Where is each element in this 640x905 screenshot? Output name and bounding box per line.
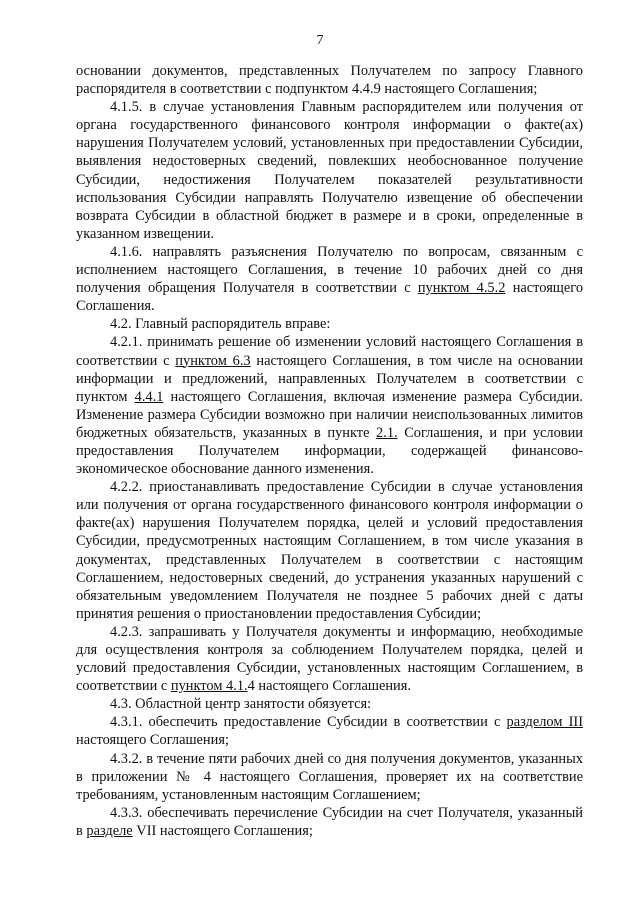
paragraph-text: настоящего Соглашения;	[76, 732, 229, 749]
paragraph-text: 4.1.5. в случае установления Главным распорядителем или получения от органа государственного финансового контроля информации о факте(ах) нарушения Получателем условий, установленных при предоставлении Субсидии, выявления недостоверных сведений, повлекших необоснованное получение Субсидии, недостижения Получателем показателей результативности использования Субсидии направлять Получателю извещение об обеспечении возврата Субсидии в областной бюджет в размере и в сроки, определенные в указанном извещении.	[76, 99, 583, 242]
cross-reference-link[interactable]: пунктом 6.3	[175, 352, 251, 369]
paragraph	[76, 98, 583, 243]
paragraph	[76, 62, 583, 98]
paragraph-text: 4.2. Главный распорядитель вправе:	[110, 316, 331, 333]
paragraph-text: 4.2.3. запрашивать у Получателя документы и информацию, необходимые для осуществления контроля за соблюдением Получателем порядка, целей и условий предоставления Субсидии, установленных настоящим Соглашением, в соответствии с	[76, 623, 583, 695]
paragraph-text: 4.3.2. в течение пяти рабочих дней со дня получения документов, указанных в приложении № 4 настоящего Соглашения, проверяет их на соответствие требованиям, установленным настоящим Соглашением;	[76, 750, 583, 803]
paragraph	[76, 695, 583, 713]
paragraph-text: настоящего Соглашения, включая изменение размера Субсидии. Изменение размера Субсидии возможно при наличии неиспользованных лимитов бюджетных обязательств, указанных в пункте	[76, 388, 583, 441]
paragraph	[76, 243, 583, 315]
page-number: 7	[316, 33, 324, 48]
paragraph	[76, 804, 583, 840]
paragraph-text: 4.3.1. обеспечить предоставление Субсидии в соответствии с	[110, 714, 507, 731]
paragraph-text: 4.2.1. принимать решение об изменении условий настоящего Соглашения в соответствии с	[76, 334, 583, 369]
paragraph-text: 4 настоящего Соглашения.	[247, 678, 411, 695]
cross-reference-link[interactable]: разделе	[86, 822, 133, 839]
paragraph	[76, 315, 583, 333]
paragraph-text: настоящего Соглашения, в том числе на основании информации и предложений, направленных Получателем в соответствии с пунктом	[76, 352, 583, 405]
agreement-body-text	[76, 62, 583, 840]
paragraph-text: Соглашения, и при условии предоставления Получателем информации, содержащей финансово-экономическое обоснование данного изменения.	[76, 424, 583, 478]
cross-reference-link[interactable]: разделом III	[506, 714, 583, 731]
paragraph	[76, 713, 583, 749]
cross-reference-link[interactable]: 2.1.	[376, 424, 398, 441]
paragraph-text: настоящего Соглашения.	[76, 280, 584, 315]
paragraph-text: 4.2.2. приостанавливать предоставление Субсидии в случае установления или получения от органа государственного финансового контроля информации о факте(ах) нарушения Получателем порядка, целей и условий предоставления Субсидии, предусмотренных настоящим Соглашением, в том числе указания в документах, представленных Получателем в соответствии с настоящим Соглашением, недостоверных сведений, до устранения указанных нарушений с обязательным уведомлением Получателя не позднее 5 рабочих дней с даты принятия решения о приостановлении предоставления Субсидии;	[76, 479, 583, 622]
paragraph-text: 4.3.3. обеспечивать перечисление Субсидии на счет Получателя, указанный в	[76, 804, 583, 839]
paragraph	[76, 623, 583, 695]
cross-reference-link[interactable]: 4.4.1	[134, 388, 164, 405]
paragraph	[76, 333, 583, 478]
paragraph-text: VII настоящего Соглашения;	[132, 822, 313, 839]
paragraph-text: основании документов, представленных Получателем по запросу Главного распорядителя в соответствии с подпунктом 4.4.9 настоящего Соглашения;	[76, 63, 583, 98]
cross-reference-link[interactable]: пунктом 4.5.2	[417, 280, 506, 297]
paragraph-text: 4.1.6. направлять разъяснения Получателю по вопросам, связанным с исполнением настоящего Соглашения, в течение 10 рабочих дней со дня получения обращения Получателя в соответствии с	[76, 243, 583, 297]
paragraph	[76, 750, 583, 804]
cross-reference-link[interactable]: пунктом 4.1.	[170, 678, 248, 695]
paragraph-text: 4.3. Областной центр занятости обязуется:	[110, 696, 372, 713]
paragraph	[76, 478, 583, 623]
